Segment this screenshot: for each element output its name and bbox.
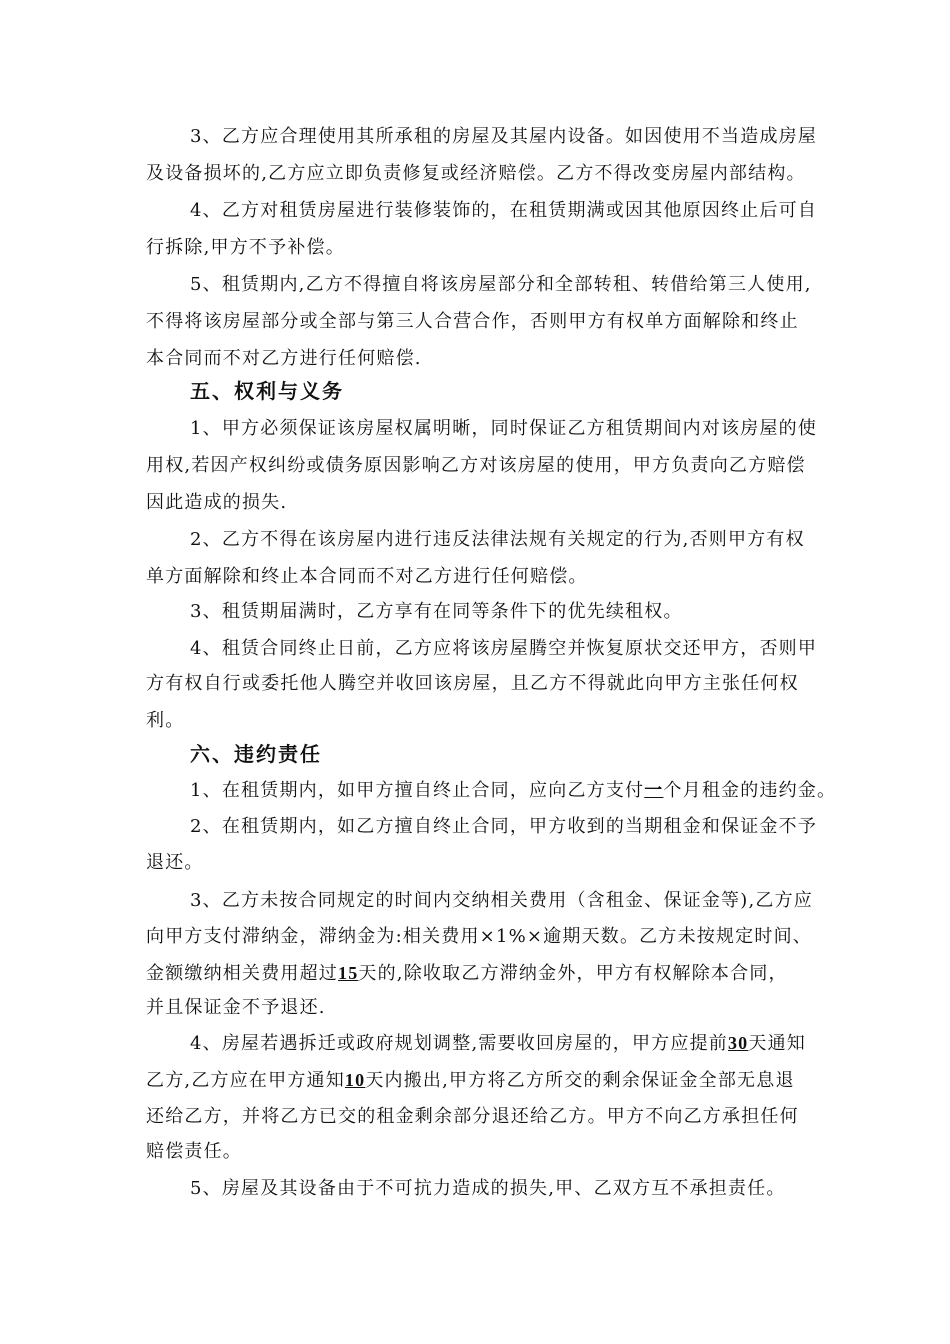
clause-6-4-notice-days-blank: 30 xyxy=(727,1033,749,1053)
clause-6-4-move-days-blank: 10 xyxy=(344,1070,366,1090)
clause-4-3-line-2: 及设备损坏的,乙方应立即负责修复或经济赔偿。乙方不得改变房屋内部结构。 xyxy=(146,163,806,184)
clause-6-1-text-a: 1、在租赁期内，如甲方擅自终止合同，应向乙方支付 xyxy=(190,780,645,801)
clause-6-4-text-d: 天内搬出,甲方将乙方所交的剩余保证金全部无息退 xyxy=(365,1070,795,1091)
section-5-title: 五、权利与义务 xyxy=(190,379,344,403)
clause-6-1-line-1 xyxy=(190,779,836,803)
clause-6-5-line-1: 5、房屋及其设备由于不可抗力造成的损失,甲、乙双方互不承担责任。 xyxy=(190,1178,786,1199)
clause-6-3-line-4: 并且保证金不予退还. xyxy=(146,997,326,1018)
clause-6-2-line-2: 退还。 xyxy=(146,852,204,873)
clause-6-3-line-1: 3、乙方未按合同规定的时间内交纳相关费用（含租金、保证金等),乙方应 xyxy=(190,890,813,911)
clause-5-4-line-3: 利。 xyxy=(146,710,185,731)
clause-4-5-line-3: 本合同而不对乙方进行任何赔偿. xyxy=(146,348,422,369)
clause-6-4-text-b: 天通知 xyxy=(748,1033,806,1054)
clause-6-4-line-1 xyxy=(190,1031,806,1056)
clause-6-3-days-blank: 15 xyxy=(338,963,359,983)
clause-6-4-line-3: 还给乙方，并将乙方已交的租金剩余部分退还给乙方。甲方不向乙方承担任何 xyxy=(146,1106,799,1127)
clause-4-5-line-1: 5、租赁期内,乙方不得擅自将该房屋部分和全部转租、转借给第三人使用, xyxy=(190,274,812,295)
clause-6-3-text-b: 天的,除收取乙方滞纳金外，甲方有权解除本合同， xyxy=(358,963,788,984)
clause-4-4-line-2: 行拆除,甲方不予补偿。 xyxy=(146,237,345,258)
clause-5-3-line-1: 3、租赁期届满时，乙方享有在同等条件下的优先续租权。 xyxy=(190,601,683,622)
clause-5-4-line-1: 4、租赁合同终止日前，乙方应将该房屋腾空并恢复原状交还甲方，否则甲 xyxy=(190,638,818,659)
clause-4-4-line-1: 4、乙方对租赁房屋进行装修装饰的，在租赁期满或因其他原因终止后可自 xyxy=(190,200,818,221)
clause-6-4-line-4: 赔偿责任。 xyxy=(146,1141,242,1162)
clause-5-4-line-2: 方有权自行或委托他人腾空并收回该房屋，且乙方不得就此向甲方主张任何权 xyxy=(146,673,799,694)
clause-4-5-line-2: 不得将该房屋部分或全部与第三人合营合作，否则甲方有权单方面解除和终止 xyxy=(146,311,799,332)
clause-6-1-text-b: 个月租金的违约金。 xyxy=(663,780,837,801)
clause-5-2-line-2: 单方面解除和终止本合同而不对乙方进行任何赔偿。 xyxy=(146,566,588,587)
clause-6-3-text-a: 金额缴纳相关费用超过 xyxy=(146,963,338,984)
clause-6-4-line-2 xyxy=(146,1068,795,1093)
clause-6-3-line-2: 向甲方支付滞纳金，滞纳金为:相关费用×1%×逾期天数。乙方未按规定时间、 xyxy=(146,926,812,947)
section-6-title: 六、违约责任 xyxy=(190,742,322,766)
clause-5-1-line-2: 用权,若因产权纠纷或债务原因影响乙方对该房屋的使用，甲方负责向乙方赔偿 xyxy=(146,455,806,476)
clause-5-2-line-1: 2、乙方不得在该房屋内进行违反法律法规有关规定的行为,否则甲方有权 xyxy=(190,529,805,550)
clause-5-1-line-3: 因此造成的损失. xyxy=(146,492,288,513)
clause-6-4-text-c: 乙方,乙方应在甲方通知 xyxy=(146,1070,345,1091)
clause-5-1-line-1: 1、甲方必须保证该房屋权属明晰，同时保证乙方租赁期间内对该房屋的使 xyxy=(190,418,818,439)
clause-6-4-text-a: 4、房屋若遇拆迁或政府规划调整,需要收回房屋的，甲方应提前 xyxy=(190,1033,728,1054)
clause-4-3-line-1: 3、乙方应合理使用其所承租的房屋及其屋内设备。如因使用不当造成房屋 xyxy=(190,126,818,147)
clause-6-1-months-blank: 一 xyxy=(644,780,664,801)
clause-6-3-line-3 xyxy=(146,961,788,986)
clause-6-2-line-1: 2、在租赁期内，如乙方擅自终止合同，甲方收到的当期租金和保证金不予 xyxy=(190,816,818,837)
